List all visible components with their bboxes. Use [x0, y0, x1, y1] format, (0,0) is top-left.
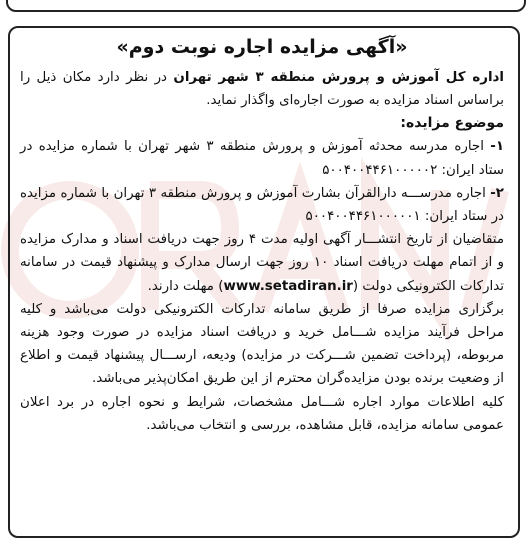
setadiran-link[interactable]: www.setadiran.ir — [223, 278, 353, 294]
subject-heading: موضوع مزایده: — [400, 115, 504, 132]
organization-name: اداره کل آموزش و پرورش منطقه ۳ شهر تهران — [173, 70, 504, 85]
tender-item-1 — [20, 135, 504, 181]
info-paragraph: کلیه اطلاعات موارد اجاره شـــامل مشخصات، شرایط و نحوه اجاره در برد اعلان عمومی سامانه مزایده، قابل مشاهده، بررسی و انتخاب می‌باشد. — [20, 394, 504, 433]
tender-item-2 — [20, 182, 504, 228]
item-2-text: اجاره مدرســـه دارالقرآن بشارت آموزش و پرورش منطقه ۳ تهران با شماره مزایده در ستاد ایران: ۵۰۰۴۰۰۴۴۶۱۰۰۰۰۰۱ — [20, 185, 504, 225]
item-2-number: ۲- — [490, 185, 504, 201]
previous-notice-frame — [6, 0, 526, 12]
item-1-text: اجاره مدرسه محدثه آموزش و پرورش منطقه ۳ شهر تهران با شماره مزایده در ستاد ایران: ۵۰۰۴۰۰۴۴۶۱۰۰۰۰۰۲ — [20, 139, 504, 178]
intro-text: در نظر دارد مکان ذیل را براساس اسناد مزایده به صورت اجاره‌ای واگذار نماید. — [20, 70, 504, 109]
notice-title: «آگهی مزایده اجاره نوبت دوم» — [116, 36, 408, 58]
applicants-text-start: متقاضیان از تاریخ انتشـــار آگهی اولیه مدت ۴ روز جهت دریافت اسناد و مدارک مزایده و از اتمام مهلت دریافت اسناد ۱۰ روز جهت ارسال مدارک و پیشنهاد قیمت در سامانه تدارکات الکترونیکی دولت ( — [20, 232, 504, 294]
item-1-number: ۱- — [490, 139, 504, 155]
tender-notice-box — [8, 26, 520, 538]
holding-paragraph: برگزاری مزایده صرفا از طریق سامانه تدارکات الکترونیکی دولت می‌باشد و کلیه مراحل فرآیند مزایده شـــامل خرید و دریافت اسناد مزایده در صورت وجود هزینه مربوطه، (پرداخت تضمین شـــرکت در مزایده) ودیعه، ارســـال پیشنهاد قیمت و اطلاع از وضعیت برنده بودن مزایده‌گران محترم از این طریق امکان‌پذیر می‌باشد. — [20, 301, 504, 387]
intro-paragraph — [20, 66, 504, 112]
applicants-text-end: ) مهلت دارند. — [147, 278, 224, 294]
previous-notice-edge — [0, 0, 532, 18]
applicants-paragraph — [20, 228, 504, 298]
